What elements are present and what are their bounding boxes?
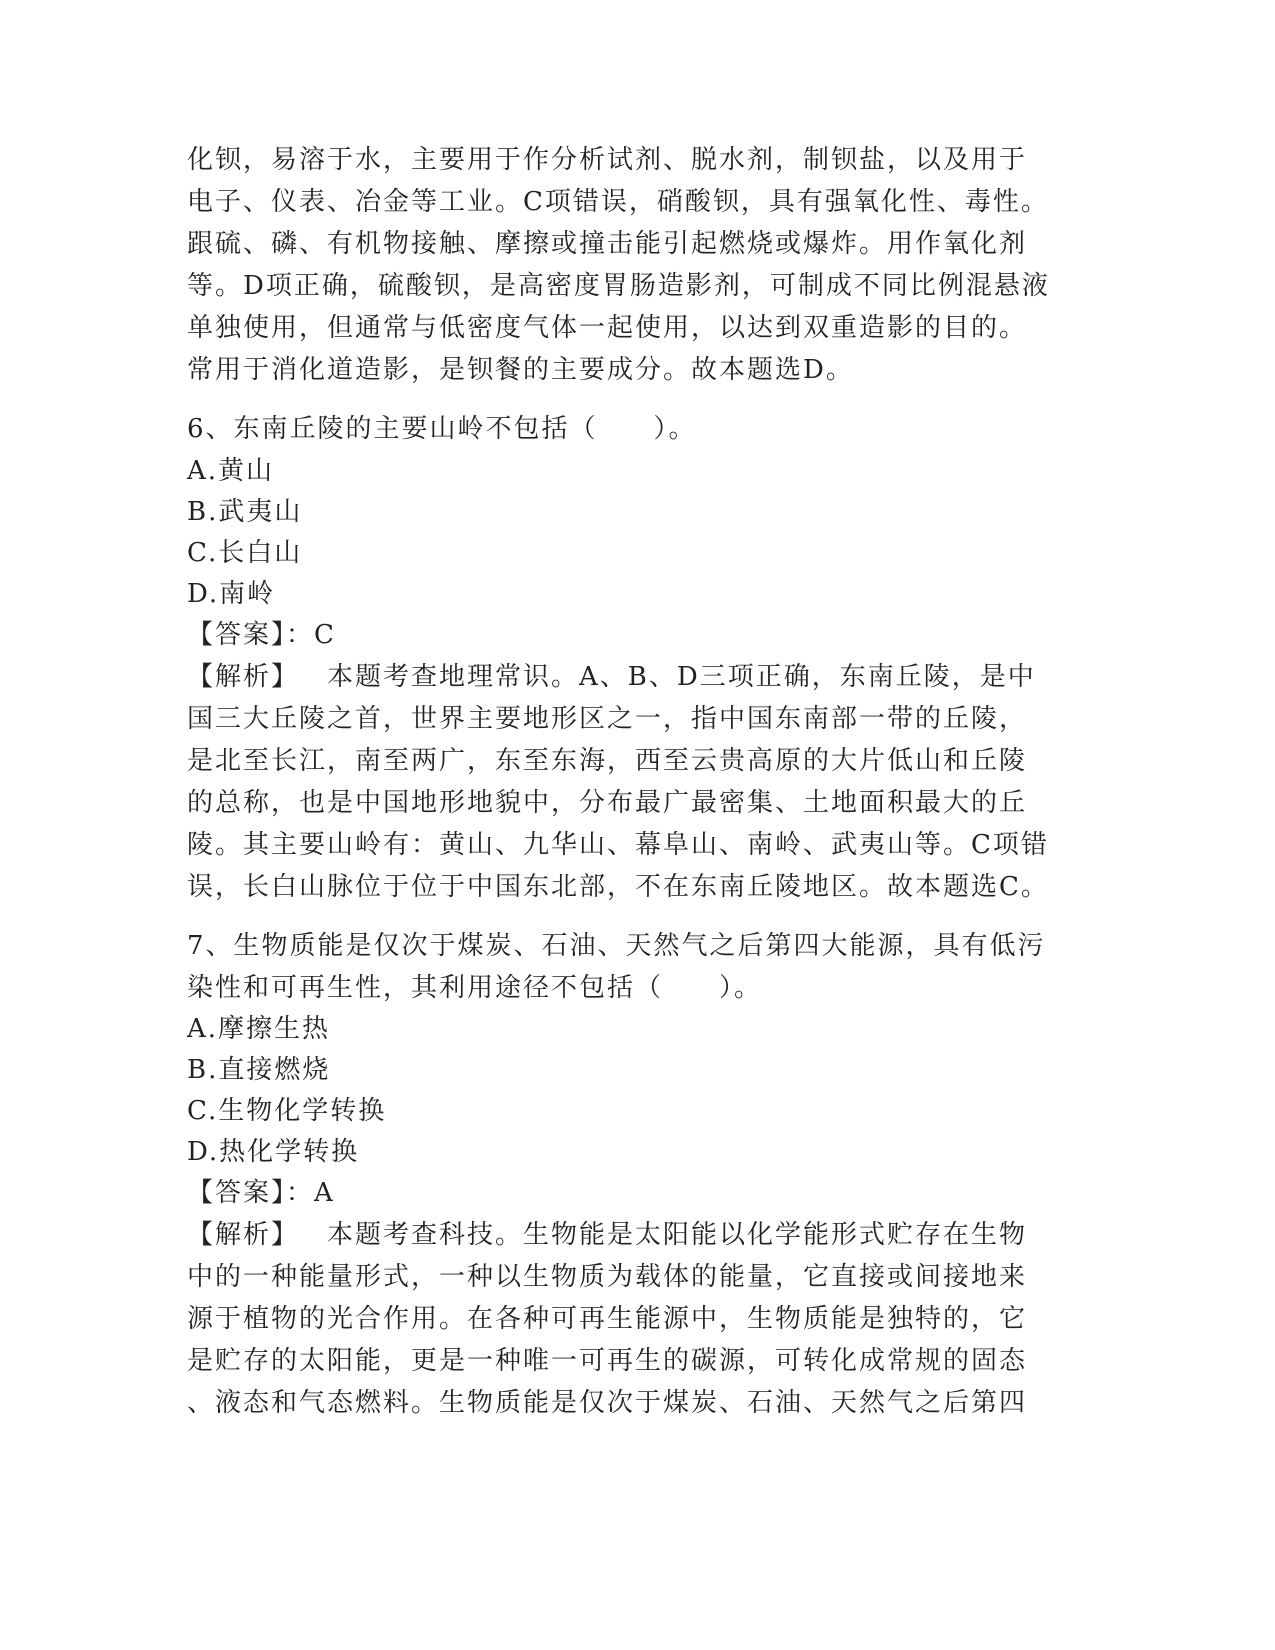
text-line: 是北至长江，南至两广，东至东海，西至云贵高原的大片低山和丘陵: [187, 746, 1028, 776]
text-line: 等。D项正确，硫酸钡，是高密度胃肠造影剂，可制成不同比例混悬液: [187, 271, 1050, 301]
text-line: 中的一种能量形式，一种以生物质为载体的能量，它直接或间接地来: [187, 1262, 1028, 1292]
option-d: D.热化学转换: [187, 1137, 360, 1167]
option-b: B.直接燃烧: [187, 1055, 331, 1085]
option-d: D.南岭: [187, 579, 276, 609]
answer-label: 【答案】：: [187, 620, 315, 650]
question-stem: 6、东南丘陵的主要山岭不包括（ ）。: [187, 414, 697, 444]
answer-value: C: [314, 620, 336, 650]
text-line: 常用于消化道造影，是钡餐的主要成分。故本题选D。: [187, 355, 854, 385]
text-line: 的总称，也是中国地形地貌中，分布最广最密集、土地面积最大的丘: [187, 788, 1028, 818]
text-line: 、液态和气态燃料。生物质能是仅次于煤炭、石油、天然气之后第四: [187, 1388, 1028, 1418]
text-line: 陵。其主要山岭有：黄山、九华山、幕阜山、南岭、武夷山等。C项错: [187, 830, 1049, 860]
text-line: 源于植物的光合作用。在各种可再生能源中，生物质能是独特的，它: [187, 1304, 1028, 1334]
analysis-label: 【解析】: [187, 1220, 300, 1250]
answer-value: A: [314, 1178, 335, 1208]
text-line: 化钡，易溶于水，主要用于作分析试剂、脱水剂，制钡盐，以及用于: [187, 145, 1028, 175]
text-line: 是贮存的太阳能，更是一种唯一可再生的碳源，可转化成常规的固态: [187, 1346, 1028, 1376]
analysis-line: [187, 1222, 1027, 1248]
text-line: 单独使用，但通常与低密度气体一起使用，以达到双重造影的目的。: [187, 313, 1028, 343]
text-line: 国三大丘陵之首，世界主要地形区之一，指中国东南部一带的丘陵，: [187, 704, 1028, 734]
answer-line: [187, 622, 336, 648]
answer-label: 【答案】：: [187, 1178, 315, 1208]
analysis-label: 【解析】: [187, 662, 300, 692]
text-line: 电子、仪表、冶金等工业。C项错误，硝酸钡，具有强氧化性、毒性。: [187, 187, 1049, 217]
option-a: A.摩擦生热: [187, 1014, 331, 1044]
analysis-text: 本题考查科技。生物能是太阳能以化学能形式贮存在生物: [327, 1220, 1028, 1250]
option-c: C.生物化学转换: [187, 1096, 387, 1126]
analysis-line: [187, 664, 1036, 690]
question-stem: 染性和可再生性，其利用途径不包括（ ）。: [187, 973, 763, 1003]
option-a: A.黄山: [187, 456, 275, 486]
option-c: C.长白山: [187, 538, 303, 568]
option-b: B.武夷山: [187, 497, 303, 527]
text-line: 误，长白山脉位于位于中国东北部，不在东南丘陵地区。故本题选C。: [187, 872, 1049, 902]
analysis-text: 本题考查地理常识。A、B、D三项正确，东南丘陵，是中: [327, 662, 1036, 692]
text-line: 跟硫、磷、有机物接触、摩擦或撞击能引起燃烧或爆炸。用作氧化剂: [187, 229, 1028, 259]
question-stem: 7、生物质能是仅次于煤炭、石油、天然气之后第四大能源，具有低污: [187, 931, 1046, 961]
answer-line: [187, 1180, 335, 1206]
